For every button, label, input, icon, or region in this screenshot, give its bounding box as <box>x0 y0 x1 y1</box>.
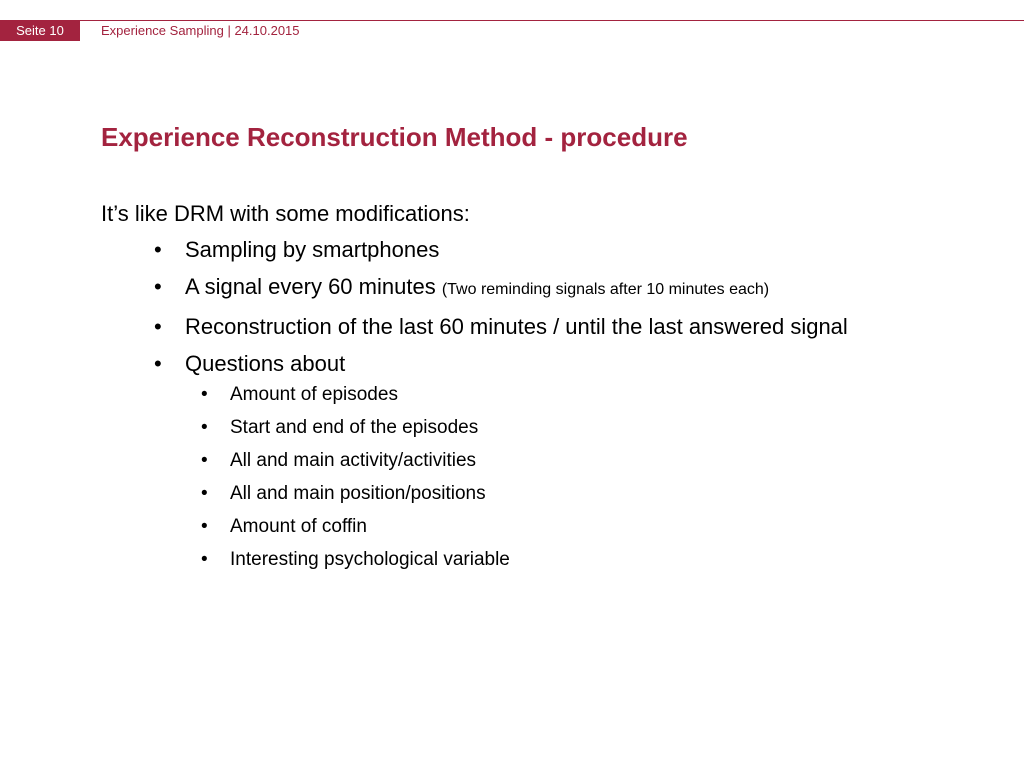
sub-list-item <box>201 415 901 440</box>
sub-bullet-list <box>185 382 901 572</box>
bullet-icon: • <box>201 549 208 570</box>
intro-text: It’s like DRM with some modifications: <box>101 201 470 226</box>
bullet-icon: • <box>201 417 208 438</box>
list-item-note: (Two reminding signals after 10 minutes each) <box>441 281 770 298</box>
sub-list-item-text: Interesting psychological variable <box>230 549 510 570</box>
sub-list-item <box>201 382 901 407</box>
slide-content <box>101 199 901 580</box>
bullet-icon: • <box>154 351 162 376</box>
list-item-text: Questions about <box>185 351 346 376</box>
list-item <box>154 272 901 305</box>
bullet-icon: • <box>154 274 162 299</box>
list-item-text: Sampling by smartphones <box>185 237 440 262</box>
sub-list-item-text: Amount of episodes <box>230 384 398 405</box>
presentation-title: Experience Sampling | 24.10.2015 <box>101 23 300 38</box>
sub-list-item-text: Amount of coffin <box>230 516 367 537</box>
slide-title: Experience Reconstruction Method - procedure <box>101 122 688 152</box>
list-item <box>154 235 901 265</box>
page-number-badge: Seite 10 <box>0 20 80 41</box>
list-item-text: Reconstruction of the last 60 minutes / until the last answered signal <box>185 314 848 339</box>
bullet-icon: • <box>201 450 208 471</box>
sub-list-item <box>201 547 901 572</box>
bullet-icon: • <box>201 384 208 405</box>
sub-list-item-text: All and main activity/activities <box>230 450 477 471</box>
sub-list-item-text: All and main position/positions <box>230 483 486 504</box>
bullet-icon: • <box>154 237 162 262</box>
sub-list-item <box>201 514 901 539</box>
bullet-icon: • <box>201 483 208 504</box>
sub-list-item-text: Start and end of the episodes <box>230 417 479 438</box>
bullet-icon: • <box>201 516 208 537</box>
bullet-list <box>101 235 901 572</box>
bullet-icon: • <box>154 314 162 339</box>
sub-list-item <box>201 481 901 506</box>
sub-list-item <box>201 448 901 473</box>
list-item <box>154 312 901 342</box>
list-item-text: A signal every 60 minutes <box>185 274 436 299</box>
list-item <box>154 349 901 572</box>
